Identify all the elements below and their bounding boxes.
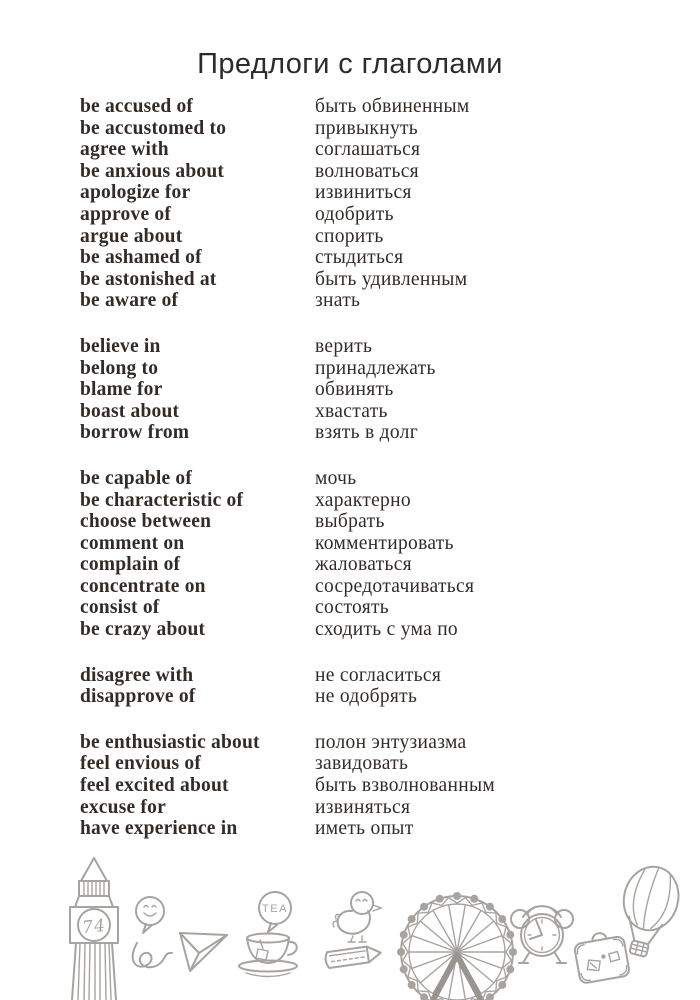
english-phrase: be characteristic of xyxy=(80,489,244,511)
word-row xyxy=(80,336,640,358)
big-ben-clock-number: 74 xyxy=(81,915,107,939)
english-phrase: comment on xyxy=(80,532,185,554)
word-row xyxy=(80,247,640,269)
word-row xyxy=(80,118,640,140)
english-phrase: be ashamed of xyxy=(80,247,202,269)
russian-translation: сходить с ума по xyxy=(315,619,458,641)
suitcase-icon xyxy=(573,929,630,984)
english-phrase: apologize for xyxy=(80,182,191,204)
russian-translation: спорить xyxy=(315,225,384,247)
page-title: Предлоги с глаголами xyxy=(197,48,503,80)
russian-translation: полон энтузиазма xyxy=(315,731,467,753)
ferris-wheel-icon xyxy=(397,892,517,1000)
word-row xyxy=(80,358,640,380)
english-phrase: be crazy about xyxy=(80,619,206,641)
squiggle-doodle xyxy=(133,943,172,967)
pencil-icon xyxy=(325,945,382,969)
word-row xyxy=(80,161,640,183)
russian-translation: состоять xyxy=(315,597,389,619)
english-phrase: borrow from xyxy=(80,422,190,444)
english-phrase: feel envious of xyxy=(80,753,202,775)
word-row xyxy=(80,775,640,797)
russian-translation: верить xyxy=(315,335,373,357)
word-row xyxy=(80,401,640,423)
english-phrase: be accustomed to xyxy=(80,117,227,139)
english-phrase: be enthusiastic about xyxy=(80,731,260,753)
english-phrase: be capable of xyxy=(80,467,193,489)
word-row xyxy=(80,576,640,598)
word-row xyxy=(80,204,640,226)
russian-translation: волноваться xyxy=(315,160,419,182)
smiley-bubble-icon xyxy=(136,897,164,933)
russian-translation: извиниться xyxy=(315,182,412,204)
russian-translation: выбрать xyxy=(315,511,385,533)
word-row xyxy=(80,290,640,312)
tea-bubble-label: TEA xyxy=(262,903,288,915)
word-row xyxy=(80,597,640,619)
word-row xyxy=(80,96,640,118)
word-group xyxy=(80,468,640,641)
word-group xyxy=(80,96,640,312)
russian-translation: взять в долг xyxy=(315,422,418,444)
word-row xyxy=(80,554,640,576)
russian-translation: обвинять xyxy=(315,379,394,401)
word-row xyxy=(80,753,640,775)
word-group xyxy=(80,732,640,840)
russian-translation: принадлежать xyxy=(315,357,436,379)
big-ben-icon xyxy=(70,858,118,1000)
russian-translation: не одобрять xyxy=(315,686,418,708)
english-phrase: approve of xyxy=(80,203,172,225)
english-phrase: be astonished at xyxy=(80,268,217,290)
russian-translation: мочь xyxy=(315,467,357,489)
english-phrase: feel excited about xyxy=(80,775,229,797)
bird-icon xyxy=(333,892,381,942)
word-row xyxy=(80,686,640,708)
word-row xyxy=(80,379,640,401)
russian-translation: не согласиться xyxy=(315,664,442,686)
english-phrase: agree with xyxy=(80,139,169,161)
english-phrase: belong to xyxy=(80,357,159,379)
word-row xyxy=(80,511,640,533)
word-row xyxy=(80,182,640,204)
word-row xyxy=(80,422,640,444)
russian-translation: извиняться xyxy=(315,796,411,818)
russian-translation: сосредотачиваться xyxy=(315,575,475,597)
english-phrase: be anxious about xyxy=(80,160,225,182)
russian-translation: быть обвиненным xyxy=(315,96,470,117)
english-phrase: argue about xyxy=(80,225,183,247)
paper-plane-icon xyxy=(180,933,227,971)
russian-translation: жаловаться xyxy=(315,554,412,576)
word-group xyxy=(80,665,640,708)
english-phrase: concentrate on xyxy=(80,575,206,597)
word-row xyxy=(80,468,640,490)
russian-translation: привыкнуть xyxy=(315,117,419,139)
russian-translation: хвастать xyxy=(315,400,388,422)
english-phrase: be accused of xyxy=(80,96,194,117)
english-phrase: have experience in xyxy=(80,818,238,840)
english-phrase: choose between xyxy=(80,511,212,533)
english-phrase: blame for xyxy=(80,379,163,401)
word-row xyxy=(80,139,640,161)
word-list xyxy=(80,96,640,864)
russian-translation: завидовать xyxy=(315,753,409,775)
word-group xyxy=(80,336,640,444)
hot-air-balloon-icon xyxy=(611,861,685,961)
word-row xyxy=(80,619,640,641)
english-phrase: be aware of xyxy=(80,290,179,312)
russian-translation: быть удивленным xyxy=(315,268,468,290)
word-row xyxy=(80,665,640,687)
word-row xyxy=(80,797,640,819)
word-row xyxy=(80,490,640,512)
english-phrase: excuse for xyxy=(80,796,166,818)
english-phrase: disapprove of xyxy=(80,686,196,708)
english-phrase: boast about xyxy=(80,400,180,422)
russian-translation: характерно xyxy=(315,489,411,511)
russian-translation: одобрить xyxy=(315,203,394,225)
word-row xyxy=(80,269,640,291)
russian-translation: иметь опыт xyxy=(315,818,414,840)
word-row xyxy=(80,732,640,754)
english-phrase: believe in xyxy=(80,335,161,357)
word-row xyxy=(80,818,640,840)
alarm-clock-icon xyxy=(511,906,573,963)
russian-translation: стыдиться xyxy=(315,247,404,269)
word-row xyxy=(80,226,640,248)
english-phrase: complain of xyxy=(80,554,181,576)
word-row xyxy=(80,533,640,555)
russian-translation: комментировать xyxy=(315,532,454,554)
english-phrase: disagree with xyxy=(80,664,194,686)
russian-translation: знать xyxy=(315,290,361,312)
russian-translation: соглашаться xyxy=(315,139,421,161)
footer-doodles xyxy=(0,855,700,1000)
russian-translation: быть взволнованным xyxy=(315,775,496,797)
english-phrase: consist of xyxy=(80,597,160,619)
teacup-icon xyxy=(239,892,297,977)
